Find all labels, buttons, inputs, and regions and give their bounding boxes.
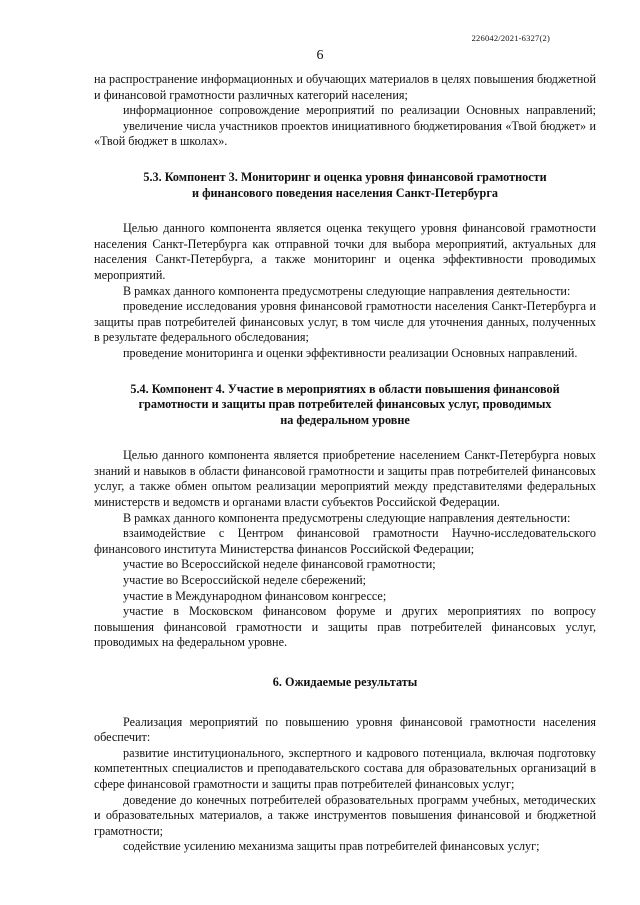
heading-line: на федеральном уровне <box>280 412 410 427</box>
paragraph: Реализация мероприятий по повышению уровня финансовой грамотности населения обеспечит: <box>94 714 596 745</box>
paragraph: на распространение информационных и обучающих материалов в целях повышения бюджетной и финансовой грамотности различных категорий населения; <box>94 72 596 102</box>
heading-line: 5.3. Компонент 3. Мониторинг и оценка уровня финансовой грамотности <box>143 169 547 184</box>
paragraph: участие в Международном финансовом конгрессе; <box>123 588 387 603</box>
paragraph: проведение мониторинга и оценки эффективности реализации Основных направлений. <box>123 345 578 360</box>
section-heading-5-3 <box>94 170 596 201</box>
heading-line: 5.4. Компонент 4. Участие в мероприятиях в области повышения финансовой <box>130 381 560 396</box>
paragraph: информационное сопровождение мероприятий по реализации Основных направлений; <box>123 103 596 118</box>
paragraph: доведение до конечных потребителей образовательных программ учебных, методических и образовательных материалов, а также инструментов повышения финансовой и бюджетной грамотности; <box>94 792 596 838</box>
paragraph: содействие усилению механизма защиты прав потребителей финансовых услуг; <box>123 839 540 854</box>
paragraph: Целью данного компонента является приобретение населением Санкт-Петербурга новых знаний и навыков в области финансовой грамотности и защиты прав потребителей финансовых услуг, а также обмен опытом реализации мероприятий между представителями федеральных министерств и ведомств и органами власти субъектов Российской Федерации. <box>94 448 596 510</box>
page-number: 6 <box>316 48 324 63</box>
paragraph: Целью данного компонента является оценка текущего уровня финансовой грамотности населения Санкт-Петербурга как отправной точки для выбора мероприятий, актуальных для населения Санкт-Петербурга, а также мониторинг и оценка эффективности проводимых мероприятий. <box>94 221 596 282</box>
paragraph: проведение исследования уровня финансовой грамотности населения Санкт-Петербурга и защиты прав потребителей финансовых услуг, в том числе для уточнения данных, полученных в результате федерального обследования; <box>94 299 596 345</box>
document-body <box>94 72 596 855</box>
paragraph: В рамках данного компонента предусмотрены следующие направления деятельности: <box>123 510 571 525</box>
paragraph: участие в Московском финансовом форуме и других мероприятиях по вопросу повышения финансовой грамотности и защиты прав потребителей финансовых услуг, проводимых на федеральном уровне. <box>94 604 596 650</box>
doc-number: 226042/2021-6327(2) <box>471 33 550 43</box>
paragraph: взаимодействие с Центром финансовой грамотности Научно-исследовательского финансового института Министерства финансов Российской Федерации; <box>94 526 596 556</box>
heading-line: и финансового поведения населения Санкт-Петербурга <box>192 185 498 200</box>
paragraph: участие во Всероссийской неделе финансовой грамотности; <box>123 557 436 572</box>
paragraph: В рамках данного компонента предусмотрены следующие направления деятельности: <box>123 283 571 298</box>
paragraph: развитие институционального, экспертного и кадрового потенциала, включая подготовку компетентных специалистов и преподавательского состава для образовательных организаций в сфере финансовой грамотности и защиты прав потребителей финансовых услуг; <box>94 745 596 791</box>
paragraph: увеличение числа участников проектов инициативного бюджетирования «Твой бюджет» и «Твой бюджет в школах». <box>94 118 596 149</box>
paragraph: участие во Всероссийской неделе сбережений; <box>123 573 367 588</box>
section-heading-6: 6. Ожидаемые результаты <box>272 675 418 689</box>
section-heading-5-4 <box>94 382 596 429</box>
heading-line: грамотности и защиты прав потребителей финансовых услуг, проводимых <box>138 397 552 412</box>
